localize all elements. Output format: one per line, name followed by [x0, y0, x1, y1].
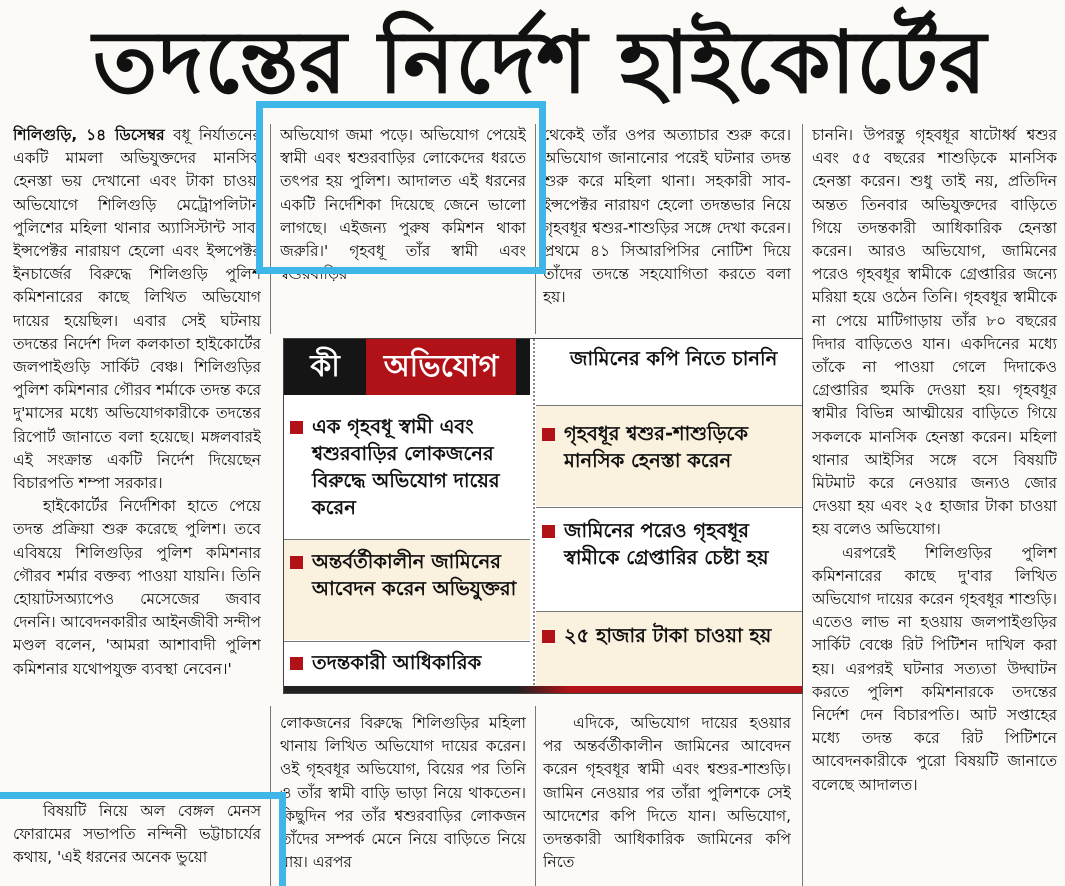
- box-title: [284, 339, 530, 395]
- bullet-square-icon: [290, 657, 303, 670]
- column-rule: [270, 706, 271, 886]
- allegation-item: [536, 612, 802, 686]
- divider: [536, 507, 802, 508]
- allegation-item: [536, 517, 802, 607]
- paragraph: হাইকোর্টের নির্দেশিকা হাতে পেয়ে তদন্ত প্রক্রিয়া শুরু করেছে পুলিশ। তবে এবিষয়ে শিলিগুড়ির পুলিশ কমিশনার গৌরব শর্মার বক্তব্য পাওয়া যায়নি। তিনি হোয়াটসঅ্যাপেও মেসেজের জবাব দেননি। আবেদনকারীর আইনজীবী সন্দীপ মণ্ডল বলেন, 'আমরা আশাবাদী পুলিশ কমিশনার যথোপযুক্ত ব্যবস্থা নেবেন।': [13, 497, 261, 678]
- allegations-right-panel: [536, 339, 802, 693]
- article-column-3-top: [543, 124, 791, 324]
- allegation-text: তদন্তকারী আধিকারিক: [312, 651, 482, 674]
- paragraph: এরপরেই শিলিগুড়ির পুলিশ কমিশনারের কাছে দু'বার লিখিত অভিযোগ দায়ের করেন গৃহবধূর শাশুড়ি। এতেও লাভ না হওয়ায় জলপাইগুড়ির সার্কিট বেঞ্চে রিট পিটিশন দাখিল করা হয়। এরপরই ঘটনার সত্যতা উদ্ঘাটন করতে পুলিশ কমিশনারকে তদন্তের নির্দেশ দেন বিচারপতি। আট সপ্তাহের মধ্যে তদন্ত করে রিট পিটিশনে আবেদনকারীকে পুরো বিষয়টি জানাতে বলেছে আদালত।: [812, 543, 1057, 794]
- paragraph: চাননি। উপরন্তু গৃহবধূর ষাটোর্ধ্ব শ্বশুর এবং ৫৫ বছরের শাশুড়িকে মানসিক হেনস্তা করেন। শুধু তাই নয়, প্রতিদিন অন্তত তিনবার অভিযুক্তদের বাড়িতে গিয়ে তদন্তকারী আধিকারিক হেনস্তা করেন। আরও অভিযোগ, জামিনের পরেও গৃহবধূর স্বামীকে গ্রেপ্তারির জন্যে মরিয়া হয়ে ওঠেন তিনি। গৃহবধূর স্বামীকে না পেয়ে মাটিগাড়ায় তাঁর ৮০ বছরের দিদার বাড়িতেও যান। একদিনের মধ্যে তাঁকে না পাওয়া গেলে দিদাকেও গ্রেপ্তারির হুমকি দেওয়া হয়। গৃহবধূর স্বামীর বিভিন্ন আত্মীয়ের বাড়িতে গিয়ে সকলকে মানসিক হেনস্তা করেন। মহিলা থানার আইসির সঙ্গে বসে বিষয়টি মিটমাট করে নেওয়ার জন্যও জোর দেওয়া হয় এবং ২৫ হাজার টাকা চাওয়া হয় বলেও অভিযোগ।: [812, 126, 1057, 539]
- column-rule: [270, 124, 271, 334]
- paragraph: লোকজনের বিরুদ্ধে শিলিগুড়ির মহিলা থানায় লিখিত অভিযোগ দায়ের করেন। ওই গৃহবধূর অভিযোগ, বিয়ের পর তিনি ও তাঁর স্বামী বাড়ি ভাড়া নিয়ে থাকতেন। কিছুদিন পর তাঁর শ্বশুরবাড়ির লোকজন তাঁদের সম্পর্ক মেনে নিয়ে বাড়িতে নিয়ে যায়। এরপর: [280, 714, 526, 872]
- divider: [284, 641, 530, 642]
- article-column-2-top: [280, 124, 526, 324]
- paragraph: এদিকে, অভিযোগ দায়ের হওয়ার পর অন্তর্বর্তীকালীন জামিনের আবেদন করেন গৃহবধূর স্বামী এবং শ্বশুর-শাশুড়ি। জামিন নেওয়ার পর তাঁরা পুলিশকে সেই আদেশের কপি দিতে যান। অভিযোগ, তদন্তকারী আধিকারিক জামিনের কপি নিতে: [543, 714, 791, 872]
- column-rule: [535, 706, 536, 886]
- allegation-text: ২৫ হাজার টাকা চাওয়া হয়: [564, 624, 772, 647]
- headline: তদন্তের নির্দেশ হাইকোর্টের: [92, 12, 988, 113]
- bullet-square-icon: [542, 630, 555, 643]
- dateline: শিলিগুড়ি, ১৪ ডিসেম্বর: [13, 126, 165, 144]
- article-column-2-bottom: [280, 712, 526, 886]
- allegation-text: জামিনের কপি নিতে চাননি: [570, 347, 778, 370]
- article-column-3-bottom: [543, 712, 791, 886]
- box-title-main: অভিযোগ: [366, 339, 516, 395]
- article-column-4: [812, 124, 1057, 886]
- bullet-square-icon: [290, 556, 303, 569]
- paragraph: বধূ নির্যাতনের একটি মামলা অভিযুক্তদের মানসিক হেনস্তা ভয় দেখানো এবং টাকা চাওয়া অভিযোগে শিলিগুড়ি মেট্রোপলিটান পুলিশের মহিলা থানার অ্যাসিস্টান্ট সাব-ইন্সপেক্টর নারায়ণ হেলো এবং ইন্সপেক্টর ইনচার্জের বিরুদ্ধে শিলিগুড়ি পুলিশ কমিশনারের কাছে লিখিত অভিযোগ দায়ের হয়েছিল। এবার সেই ঘটনায় তদন্তের নির্দেশ দিল কলকাতা হাইকোর্টের জলপাইগুড়ি সার্কিট বেঞ্চ। শিলিগুড়ির পুলিশ কমিশনার গৌরব শর্মাকে তদন্ত করে দু'মাসের মধ্যে অভিযোগকারীকে তদন্তের রিপোর্ট জানাতে বলা হয়েছে। মঙ্গলবারই এই সংক্রান্ত একটি নির্দেশ দিয়েছেন বিচারপতি শম্পা সরকার।: [13, 126, 261, 493]
- allegation-text: জামিনের পরেও গৃহবধূর স্বামীকে গ্রেপ্তারির চেষ্টা হয়: [564, 519, 769, 569]
- allegations-left-panel: [284, 339, 530, 693]
- box-bottom-bar: [284, 686, 802, 693]
- bullet-square-icon: [542, 428, 555, 441]
- box-title-prefix: কী: [310, 349, 340, 384]
- bullet-square-icon: [290, 421, 303, 434]
- article-column-1-continued: [13, 800, 261, 886]
- allegation-item: [536, 345, 802, 405]
- paragraph: অভিযোগ জমা পড়ে। অভিযোগ পেয়েই স্বামী এবং শ্বশুরবাড়ির লোকেদের ধরতে তৎপর হয় পুলিশ। আদালত এই ধরনের একটি নির্দেশিকা দিয়েছে জেনে ভালো লাগছে। এইজন্য পুরুষ কমিশন থাকা জরুরি।' গৃহবধূ তাঁর স্বামী এবং শ্বশুরবাড়ির: [280, 126, 526, 284]
- allegation-text: অন্তর্বর্তীকালীন জামিনের আবেদন করেন অভিযুক্তরা: [312, 550, 517, 600]
- allegation-item: [536, 406, 802, 506]
- allegation-text: গৃহবধূর শ্বশুর-শাশুড়িকে মানসিক হেনস্তা করেন: [564, 422, 749, 472]
- allegation-text: এক গৃহবধূ স্বামী এবং শ্বশুরবাড়ির লোকজনের বিরুদ্ধে অভিযোগ দায়ের করেন: [312, 415, 500, 519]
- column-rule: [535, 124, 536, 334]
- paragraph: বিষয়টি নিয়ে অল বেঙ্গল মেনস ফোরামের সভাপতি নন্দিনী ভট্টাচার্যের কথায়, 'এই ধরনের অনেক ভুয়ো: [13, 802, 261, 867]
- box-divider: [533, 339, 535, 693]
- bullet-square-icon: [542, 525, 555, 538]
- allegation-item: [284, 540, 530, 640]
- article-column-1: [13, 124, 261, 804]
- allegation-item: [284, 649, 530, 683]
- allegation-item: [284, 413, 530, 533]
- allegations-box: [283, 338, 803, 694]
- paragraph: থেকেই তাঁর ওপর অত্যাচার শুরু করে। অভিযোগ জানানোর পরেই ঘটনার তদন্ত শুরু করে মহিলা থানা। সহকারী সাব-ইন্সপেক্টর নারায়ণ হেলো তদন্তভার নিয়ে গৃহবধূর শ্বশুর-শাশুড়ির সঙ্গে দেখা করেন। প্রথমে ৪১ সিআরপিসির নোটিশ দিয়ে তাঁদের তদন্তে সহযোগিতা করতে বলা হয়।: [543, 126, 791, 307]
